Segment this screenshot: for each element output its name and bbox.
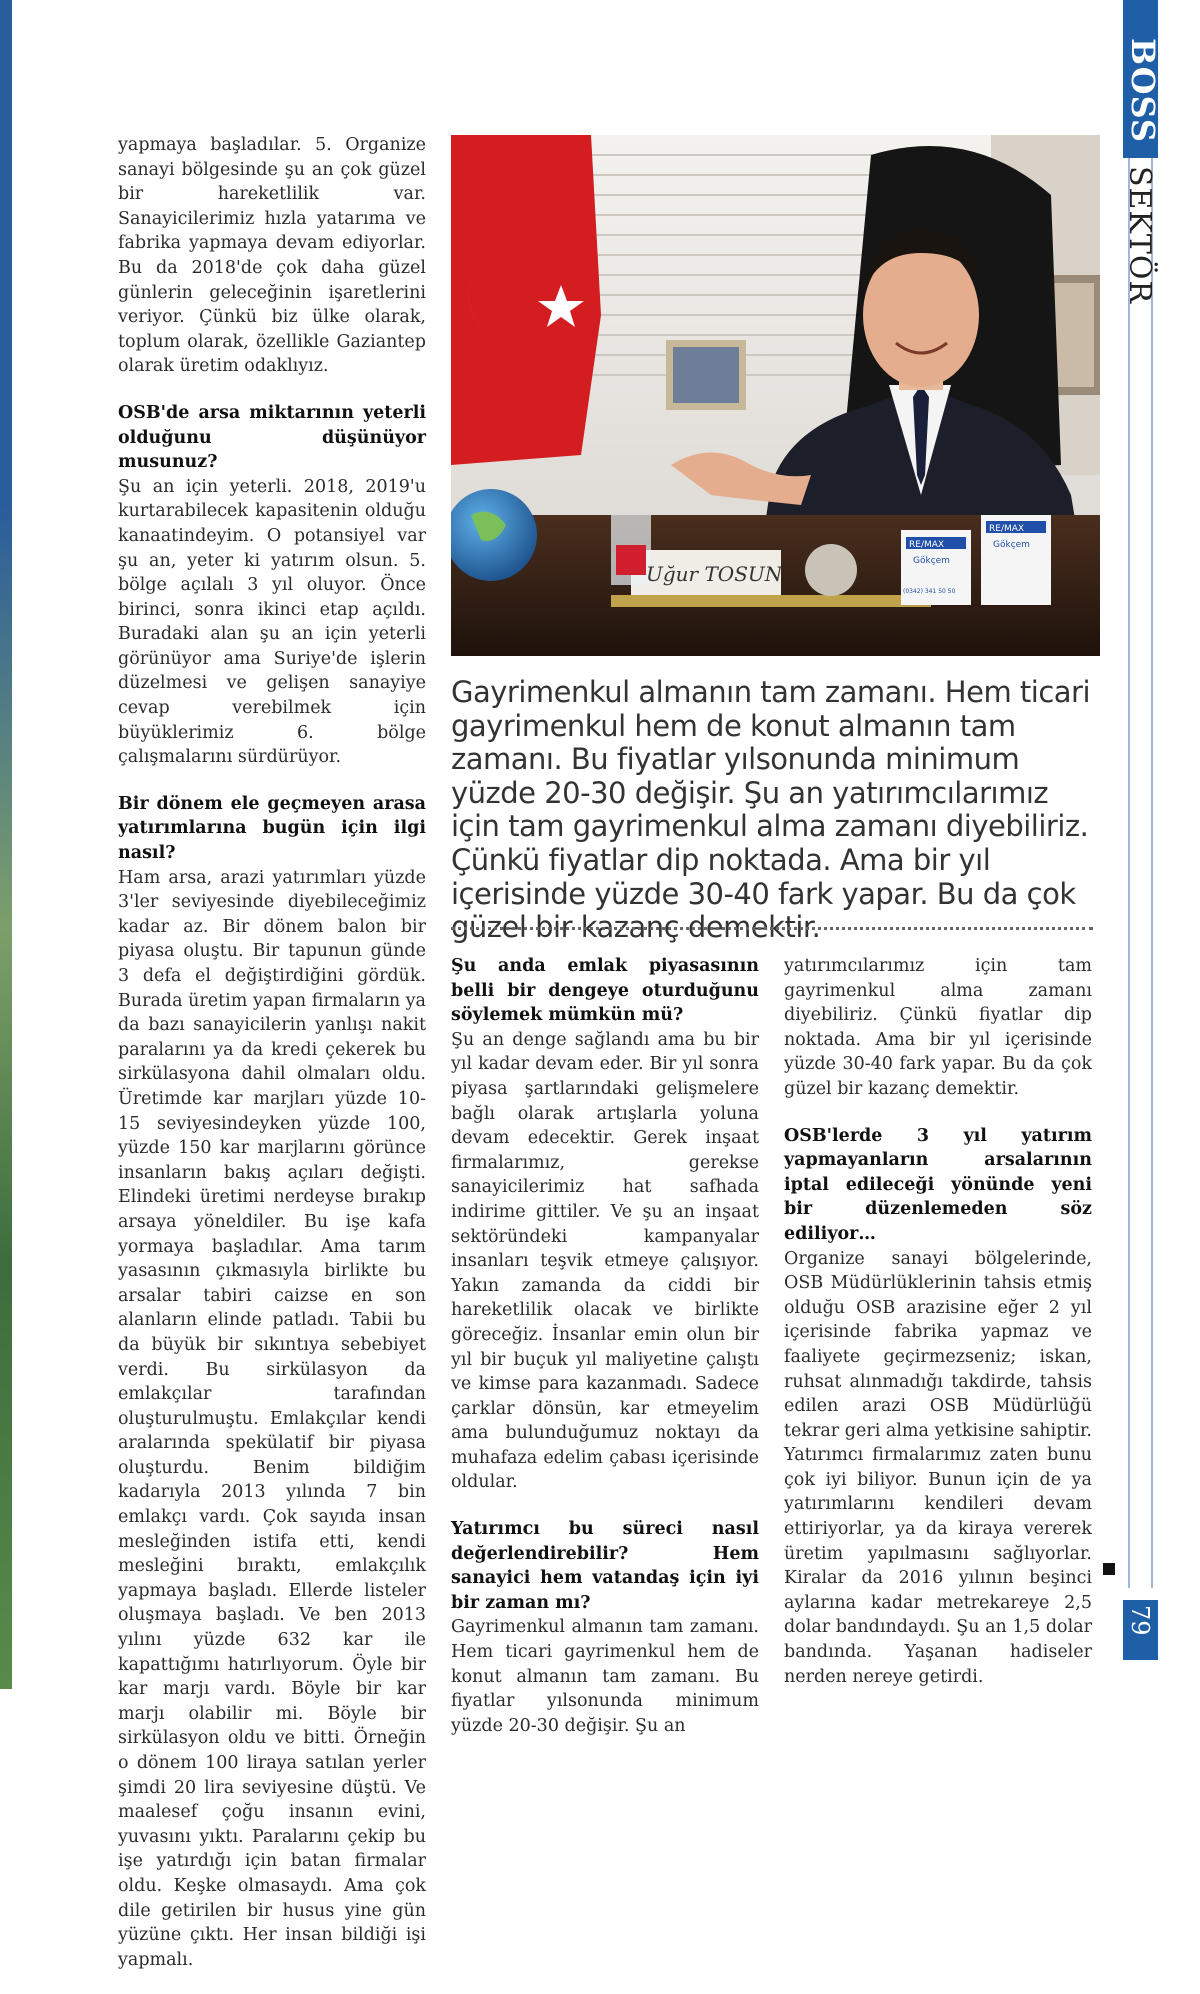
sidebar-rule <box>1128 158 1130 1588</box>
remax-card-brand: RE/MAX <box>909 540 945 550</box>
interview-question: OSB'de arsa miktarının yeterli olduğunu düşünüyor musunuz? <box>118 402 426 473</box>
interview-question: Bir dönem ele geçmeyen arasa yatırımlarına bugün için ilgi nasıl? <box>118 793 426 864</box>
dotted-divider <box>451 927 1093 930</box>
page-edge-strip <box>0 0 12 1689</box>
remax-card-brand-2: RE/MAX <box>989 524 1025 534</box>
nameplate-text: Uğur TOSUN <box>646 562 783 586</box>
remax-card-office: Gökçem <box>913 556 950 566</box>
interview-photo <box>451 135 1100 656</box>
paragraph: Organize sanayi bölgelerinde, OSB Müdürlüklerinin tahsis etmiş olduğu OSB arazisine eğer 2 yıl içerisinde fabrika yapmaz ve faaliyete geçirmezseniz; iskan, ruhsat alınmadığı takdirde, tahsis edilen arazi OSB Müdürlüğü tekrar geri alma yetkisine sahiptir. Yatırımcı firmalarımız zaten bunu çok iyi biliyor. Bunun için de ya yatırımlarını kendileri devam ettiriyorlar, ya da kiraya vererek üretim yapılmasını sağlıyorlar. Kiralar da 2016 yılının beşinci aylarına kadar metrekareye 2,5 dolar bandındaydı. Şu an 1,5 dolar bandında. Yaşanan hadiseler nerden nereye getirdi. <box>784 1248 1092 1687</box>
paragraph: Gayrimenkul almanın tam zamanı. Hem ticari gayrimenkul hem de konut almanın tam zamanı. Bu fiyatlar yılsonunda minimum yüzde 20-30 değişir. Şu an <box>451 1617 759 1736</box>
paragraph: Ham arsa, arazi yatırımları yüzde 3'ler seviyesinde diyebileceğimiz kadar az. Bir dönem balon bir piyasa oluştu. Bir tapunun günde 3 defa el değiştirdiğini gördük. Burada üretim yapan firmaların ya da bazı sanayicilerin yanlışı nakit paralarını ya da kredi çekerek bu sirkülasyona dahil olmaları oldu. Üretimde kar marjları yüzde 10-15 seviyesindeyken yüzde 100, yüzde 150 kar marjlarını görünce insanların bakış açıları değişti. Elindeki üretimi nerdeyse bırakıp arsaya yöneldiler. Bu işe kafa yormaya başladılar. Ama tarım yasasının çıkmasıyla birlikte bu arsalar tabiri caizse en son alanların elinde patladı. Tabii bu da büyük bir sıkıntıya sebebiyet verdi. Bu sirkülasyon da emlakçılar tarafından oluşturulmuştu. Emlakçılar kendi aralarında spekülatif bir piyasa oluşturdu. Benim bildiğim kadarıyla 2013 yılında 7 bin emlakçı vardı. Çok sayıda insan mesleğinden istifa etti, kendi mesleğini bıraktı, emlakçılık yapmaya başladı. Ellerde listeler oluşmaya başladı. Ve ben 2013 yılını yüzde 632 kar ile kapattığımı hatırlıyorum. Öyle bir kar marjı vardı. Böyle bir kar marjı olabilir mi. Böyle bir sirkülasyon oldu ve bitti. Örneğin o dönem 100 liraya satılan yerler şimdi 20 lira seviyesine düştü. Ve maalesef çoğu insanın evini, yuvasını yıktı. Paralarını çekip bu işe yatırdığı için batan firmalar oldu. Keşke olmasaydı. Ama çok dile getirilen bir husus yine gün yüzüne çıktı. Her insan bildiği işi yapmalı. <box>118 867 426 1970</box>
paragraph: Şu an denge sağlandı ama bu bir yıl kadar devam eder. Bir yıl sonra piyasa şartlarındaki gelişmelere bağlı olarak artışlarla yoluna devam edecektir. Gerek inşaat firmalarımız, gerekse sanayicilerimiz hat safhada indirime gittiler. Ve şu an inşaat sektöründeki kampanyalar insanları teşvik etmeye çalışıyor. Yakın zamanda da ciddi bir hareketlilik olacak ve birlikte göreceğiz. İnsanlar emin olun bir yıl bir buçuk yıl maliyetine çalıştı ve kimse para kazanmadı. Sadece çarklar dönsün, kar etmeyelim ama bulunduğumuz noktayı da muhafaza edelim çabası içerisinde oldular. <box>451 1029 759 1493</box>
page-number: 79 <box>1126 1605 1154 1636</box>
sidebar-rule <box>1151 158 1153 1588</box>
section-name: SEKTÖR <box>1122 166 1157 305</box>
interview-question: OSB'lerde 3 yıl yatırım yapmayanların arsalarının iptal edileceği yönünde yeni bir düzenlemeden söz ediliyor… <box>784 1125 1092 1244</box>
interview-question: Şu anda emlak piyasasının belli bir dengeye oturduğunu söylemek mümkün mü? <box>451 956 759 1026</box>
remax-card-phone: (0342) 341 50 50 <box>903 588 956 595</box>
article-column-3 <box>784 954 1092 1711</box>
article-column-1 <box>118 133 426 1994</box>
magazine-name: BOSS <box>1124 38 1162 144</box>
remax-card-office-2: Gökçem <box>993 540 1030 550</box>
paragraph: yatırımcılarımız için tam gayrimenkul alma zamanı diyebiliriz. Çünkü fiyatlar dip noktada. Ama bir yıl içerisinde yüzde 30-40 fark yapar. Bu da çok güzel bir kazanç demektir. <box>784 956 1092 1099</box>
article-column-2 <box>451 954 759 1760</box>
paragraph: Şu an için yeterli. 2018, 2019'u kurtarabilecek kapasitenin olduğu kanaatindeyim. O potansiyel var şu an, yeter ki yatırım olsun. 5. bölge açılalı 3 yıl oluyor. Önce birinci, sonra ikinci etap açıldı. Buradaki alan şu an için yeterli görünüyor ama Suriye'de işlerin düzelmesi ve gelişen sanayiye cevap verebilmek için büyüklerimiz 6. bölge çalışmalarını sürdürüyor. <box>118 476 426 768</box>
interview-question: Yatırımcı bu süreci nasıl değerlendirebilir? Hem sanayici hem vatandaş için iyi bir zaman mı? <box>451 1519 759 1613</box>
paragraph: yapmaya başladılar. 5. Organize sanayi bölgesinde şu an çok güzel bir hareketlilik var. Sanayicilerimiz hızla yatarıma ve fabrika yapmaya devam ediyorlar. Bu da 2018'de çok daha güzel günlerin geleceğinin işaretlerini veriyor. Çünkü biz ülke olarak, toplum olarak, özellikle Gaziantep olarak üretim odaklıyız. <box>118 135 426 377</box>
pull-quote: Gayrimenkul almanın tam zamanı. Hem ticari gayrimenkul hem de konut almanın tam zamanı. Bu fiyatlar yılsonunda minimum yüzde 20-30 değişir. Şu an yatırımcılarımız için tam gayrimenkul alma zamanı diyebiliriz. Çünkü fiyatlar dip noktada. Ama bir yıl içerisinde yüzde 30-40 fark yapar. Bu da çok güzel bir kazanç demektir. <box>451 675 1091 945</box>
article-end-mark <box>1103 1563 1115 1575</box>
